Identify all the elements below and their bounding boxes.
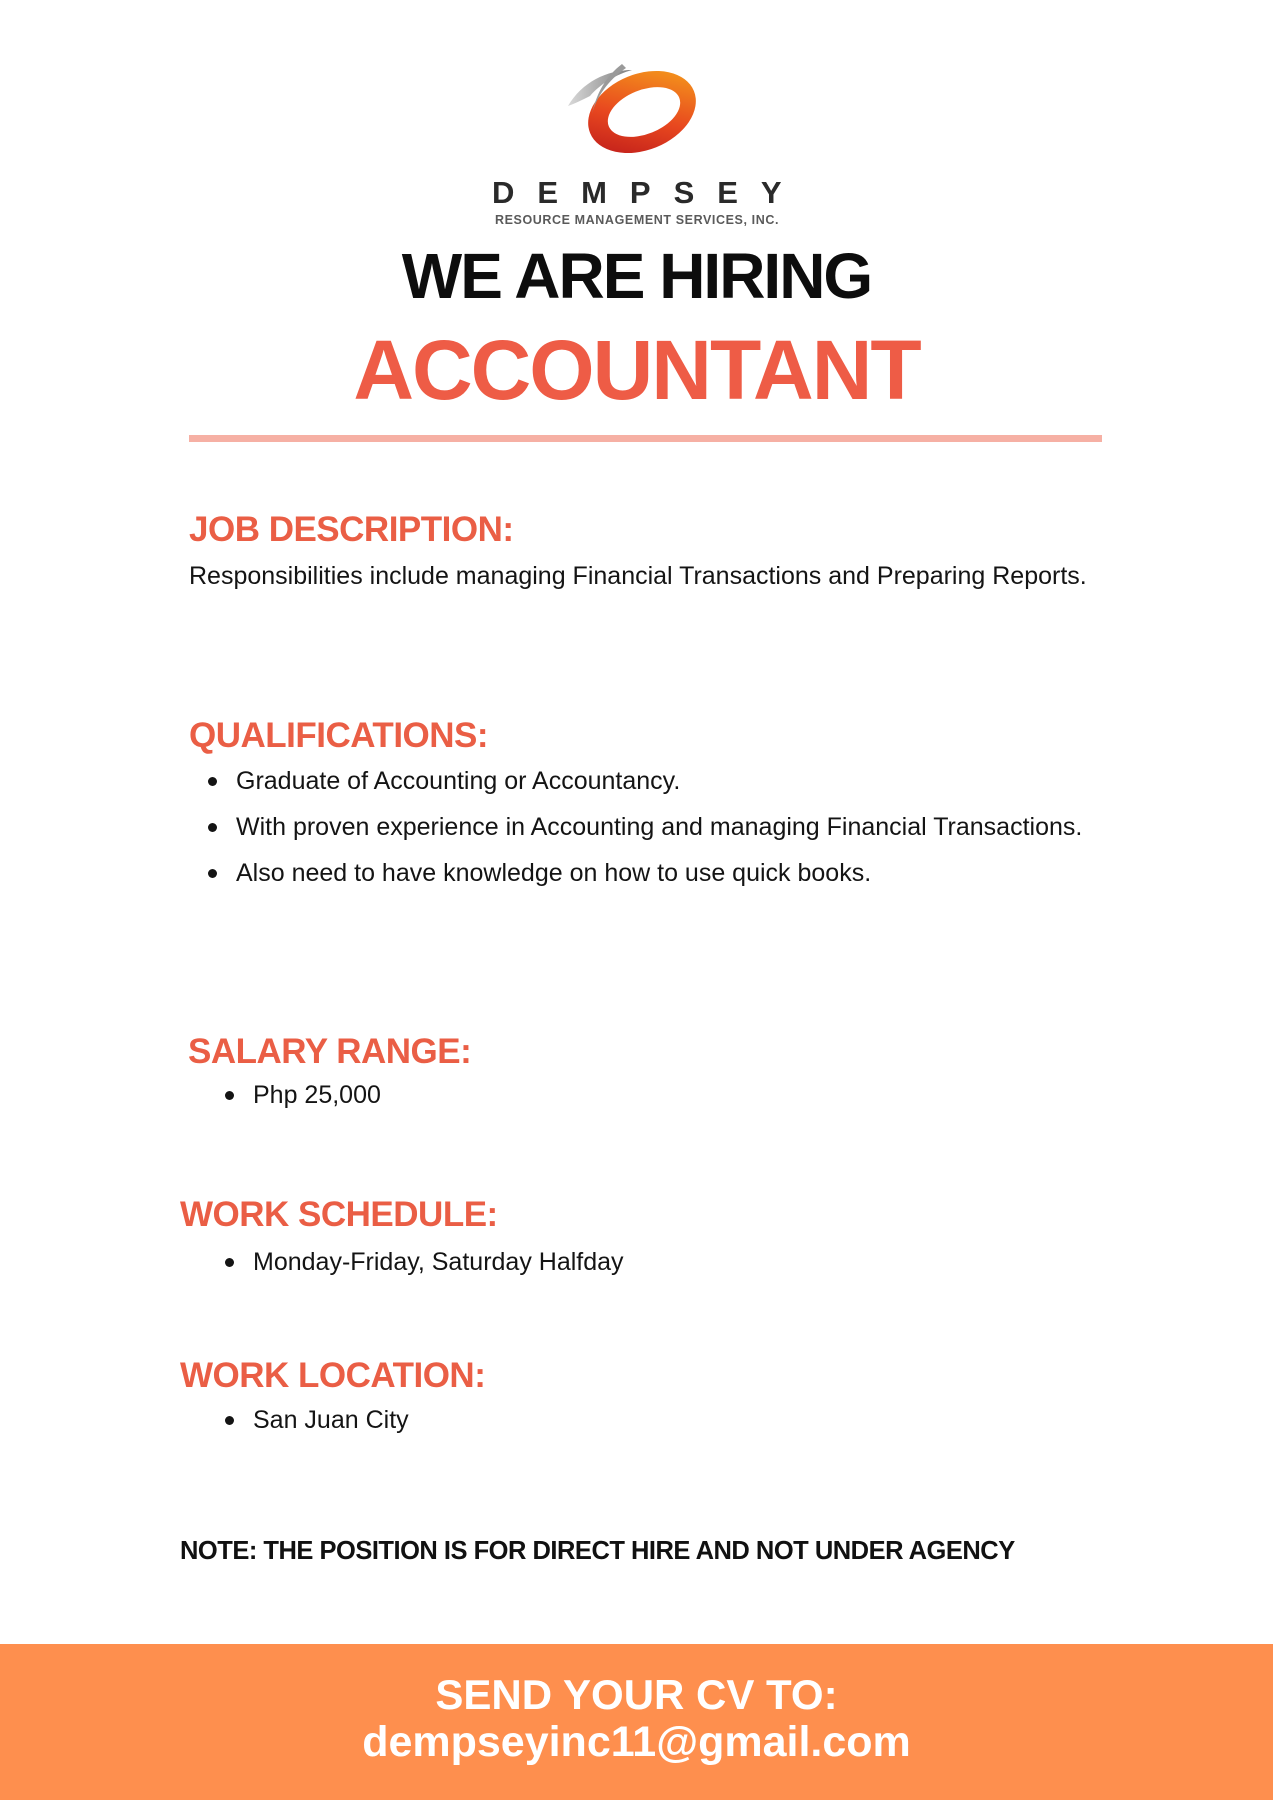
job-description-text: Responsibilities include managing Financial Transactions and Preparing Reports.: [189, 562, 1087, 590]
job-description-heading: JOB DESCRIPTION:: [189, 510, 514, 549]
bullet-icon: [225, 1416, 234, 1425]
work-schedule-list: [189, 1239, 989, 1285]
header-divider: [189, 435, 1102, 442]
position-title: ACCOUNTANT: [353, 323, 920, 417]
contact-email-link[interactable]: dempseyinc11@gmail.com: [362, 1718, 911, 1766]
bullet-icon: [208, 823, 217, 832]
bullet-icon: [208, 777, 217, 786]
bullet-icon: [208, 869, 217, 878]
direct-hire-note: NOTE: THE POSITION IS FOR DIRECT HIRE AND NOT UNDER AGENCY: [180, 1537, 1015, 1565]
dempsey-swirl-icon: [562, 62, 712, 172]
contact-footer: [0, 1644, 1273, 1800]
bullet-icon: [225, 1258, 234, 1267]
company-subtitle: RESOURCE MANAGEMENT SERVICES, INC.: [494, 213, 780, 227]
list-item: Monday-Friday, Saturday Halfday: [189, 1239, 989, 1285]
work-location-heading: WORK LOCATION:: [180, 1356, 486, 1395]
work-location-list: [189, 1397, 989, 1443]
list-item: With proven experience in Accounting and managing Financial Transactions.: [189, 804, 1102, 850]
hiring-headline: WE ARE HIRING: [401, 240, 872, 312]
company-logo: [474, 62, 805, 232]
list-item: San Juan City: [189, 1397, 989, 1443]
bullet-icon: [225, 1091, 234, 1100]
salary-list: [189, 1072, 989, 1118]
list-item: Graduate of Accounting or Accountancy.: [189, 758, 1102, 804]
qualifications-list: [189, 758, 1102, 896]
list-item: Also need to have knowledge on how to use quick books.: [189, 850, 1102, 896]
work-schedule-heading: WORK SCHEDULE:: [180, 1195, 498, 1234]
qualifications-heading: QUALIFICATIONS:: [189, 716, 489, 755]
send-cv-label: SEND YOUR CV TO:: [435, 1671, 838, 1718]
salary-heading: SALARY RANGE:: [188, 1032, 472, 1071]
list-item: Php 25,000: [189, 1072, 989, 1118]
company-name: DEMPSEY: [492, 175, 805, 210]
